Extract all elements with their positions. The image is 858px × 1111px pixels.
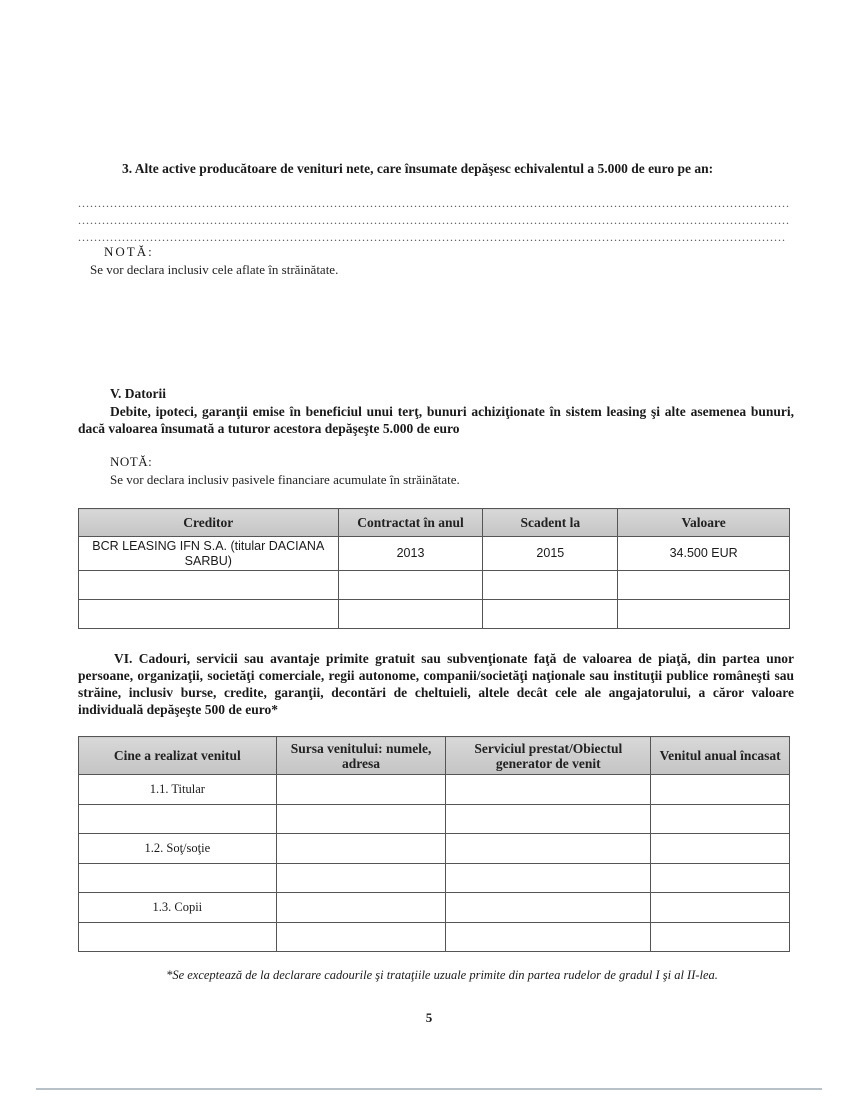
table-cell [446,893,651,923]
section-5-note-text: Se vor declara inclusiv pasivele financiare acumulate în străinătate. [110,472,460,487]
page-number: 5 [425,1010,433,1025]
table-row [79,537,790,571]
table-row [79,775,790,805]
gifts-table [78,736,790,952]
table-cell [79,923,277,952]
table-cell [483,571,618,600]
table-cell [618,571,790,600]
table-cell [276,805,446,834]
section-6-heading: VI. Cadouri, servicii sau avantaje primite gratuit sau subvenţionate faţă de valoarea de piaţă, din partea unor persoane, organizaţii, societăţi comerciale, regii autonome, companii/societăţi naţionale sau instituţii publice româneşti sau străine, inclusiv burse, credite, garanţii, decontări de cheltuieli, altele decât cele ale angajatorului, a căror valoare individuală depăşeşte 500 de euro* [78,651,794,717]
debts-due-cell: 2015 [483,537,618,571]
debts-creditor-cell: BCR LEASING IFN S.A. (titular DACIANA SARBU) [79,537,339,571]
table-row [79,864,790,893]
gifts-footnote: *Se exceptează de la declarare cadourile şi trataţiile uzuale primite din partea rudelor de gradul I şi al II-lea. [166,968,718,982]
gifts-row-label: 1.3. Copii [79,893,277,923]
table-cell [276,923,446,952]
table-cell [618,600,790,629]
table-cell [651,923,790,952]
table-cell [79,805,277,834]
table-cell [276,775,446,805]
table-cell [338,571,483,600]
table-row [79,805,790,834]
table-cell [338,600,483,629]
debts-value-cell: 34.500 EUR [618,537,790,571]
section-5-title: V. Datorii [110,386,166,401]
table-cell [446,834,651,864]
table-cell [651,775,790,805]
dotted-line-3: ................................................................................................................................................................................. [78,230,786,244]
table-cell [651,864,790,893]
debts-header-due: Scadent la [483,509,618,537]
section-5-note-label: NOTĂ: [110,454,153,469]
debts-header-value: Valoare [618,509,790,537]
gifts-header-recipient: Cine a realizat venitul [79,737,277,775]
table-cell [276,864,446,893]
debts-header-creditor: Creditor [79,509,339,537]
debts-table-header [79,509,790,537]
debts-table [78,508,790,629]
table-cell [483,600,618,629]
section-3-heading: 3. Alte active producătoare de venituri nete, care însumate depăşesc echivalentul a 5.000 de euro pe an: [122,161,714,176]
section-3-note-text: Se vor declara inclusiv cele aflate în străinătate. [90,262,339,277]
dotted-line-2: .................................................................................................................................................................................. [78,213,790,227]
debts-contract-year-cell: 2013 [338,537,483,571]
table-row [79,893,790,923]
table-cell [79,571,339,600]
debts-header-contract-year: Contractat în anul [338,509,483,537]
table-cell [446,923,651,952]
gifts-header-income: Venitul anual încasat [651,737,790,775]
table-cell [446,775,651,805]
gifts-row-label: 1.2. Soţ/soţie [79,834,277,864]
table-cell [79,864,277,893]
gifts-row-label: 1.1. Titular [79,775,277,805]
table-cell [651,805,790,834]
gifts-header-source: Sursa venitului: numele, adresa [276,737,446,775]
section-5-description: Debite, ipoteci, garanţii emise în beneficiul unui terţ, bunuri achiziţionate în sistem leasing şi alte asemenea bunuri, dacă valoarea însumată a tuturor acestora depăşeşte 5.000 de euro [78,404,794,436]
table-cell [651,893,790,923]
table-cell [276,893,446,923]
dotted-line-1: .................................................................................................................................................................................. [78,196,790,210]
table-cell [651,834,790,864]
bottom-divider [36,1088,822,1090]
table-row [79,600,790,629]
table-row [79,834,790,864]
table-row [79,571,790,600]
section-3-note-label: NOTĂ: [104,244,154,259]
table-cell [446,864,651,893]
table-cell [79,600,339,629]
table-row [79,923,790,952]
table-cell [276,834,446,864]
gifts-header-service: Serviciul prestat/Obiectul generator de venit [446,737,651,775]
table-cell [446,805,651,834]
gifts-table-header [79,737,790,775]
